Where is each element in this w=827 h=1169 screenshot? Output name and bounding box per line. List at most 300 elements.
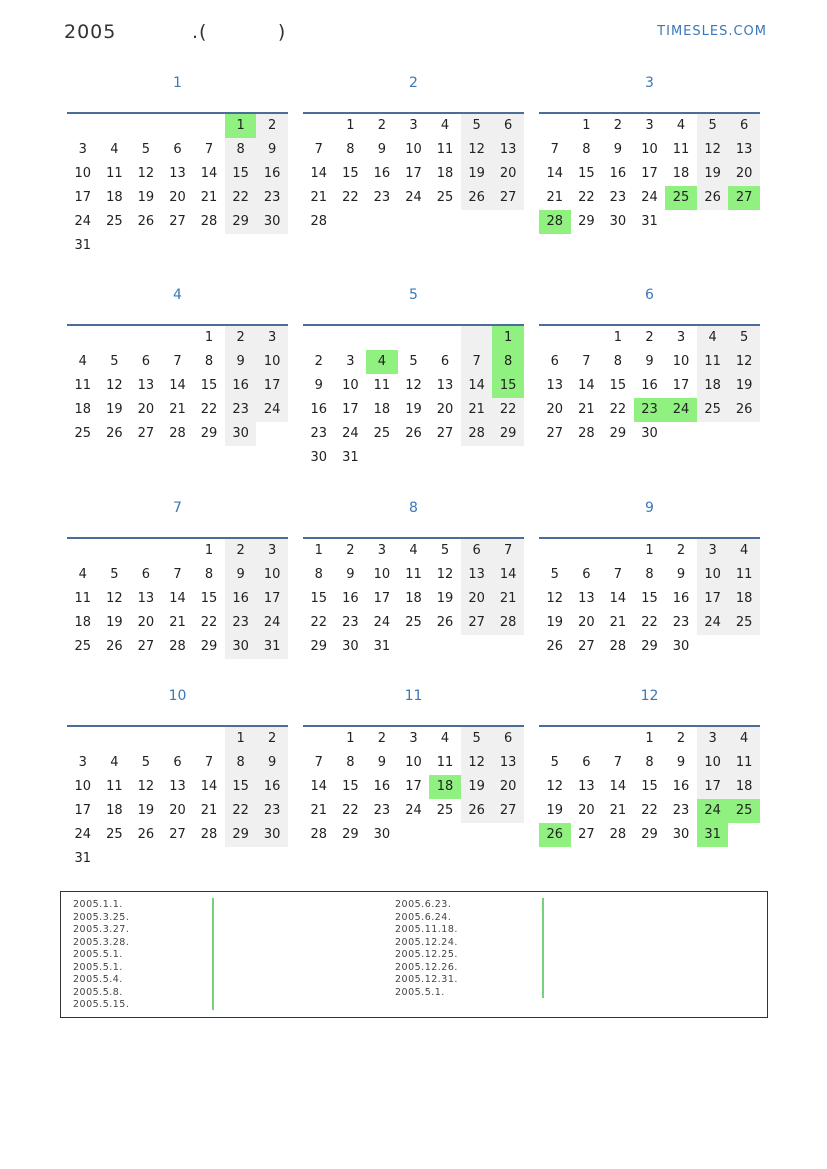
day-cell: 15 (342, 779, 359, 794)
day-cell: 27 (578, 639, 595, 654)
day-cell: 19 (461, 162, 493, 186)
empty-cell (130, 234, 162, 258)
day-cell: 23 (225, 398, 257, 422)
day-cell: 31 (74, 851, 92, 866)
legend-date: 2005.12.24. (395, 936, 458, 948)
day-cell: 9 (225, 350, 257, 374)
day-cell: 25 (436, 190, 454, 205)
legend-date: 2005.5.4. (73, 974, 123, 985)
day-cell: 30 (225, 422, 257, 446)
day-cell: 26 (436, 615, 454, 630)
day-cell: 4 (78, 567, 87, 582)
day-cell: 15 (492, 374, 524, 398)
empty-cell (602, 727, 634, 751)
month-title: 7 (173, 500, 182, 516)
legend-date: 2005.5.15. (73, 999, 130, 1010)
day-cell: 18 (728, 775, 760, 799)
day-cell: 10 (405, 755, 422, 770)
empty-cell (366, 210, 398, 234)
day-cell: 16 (609, 166, 627, 181)
day-cell: 24 (256, 611, 288, 635)
empty-cell (99, 847, 131, 871)
day-cell: 3 (78, 755, 87, 770)
day-cell: 25 (665, 186, 697, 210)
day-cell: 19 (137, 803, 155, 818)
day-cell: 27 (137, 639, 155, 654)
day-cell: 27 (492, 799, 524, 823)
day-cell: 31 (342, 450, 359, 465)
empty-cell (130, 114, 162, 138)
day-cell: 15 (641, 779, 658, 794)
day-cell: 25 (373, 426, 391, 441)
day-cell: 7 (613, 755, 623, 770)
day-cell: 2 (676, 543, 686, 558)
day-cell: 1 (645, 731, 654, 746)
day-cell: 6 (582, 755, 591, 770)
page-header (0, 0, 827, 60)
day-cell: 5 (728, 326, 760, 350)
day-cell: 5 (409, 354, 418, 369)
day-cell: 20 (492, 162, 524, 186)
day-cell: 25 (106, 827, 123, 842)
day-cell: 18 (672, 166, 690, 181)
month-title: 3 (645, 75, 654, 91)
day-cell: 5 (697, 114, 729, 138)
day-cell: 24 (74, 214, 92, 229)
empty-cell (539, 326, 571, 350)
day-cell: 5 (461, 114, 493, 138)
day-cell: 1 (225, 727, 257, 751)
day-cell: 10 (697, 563, 729, 587)
day-cell: 21 (169, 402, 186, 417)
day-cell: 15 (578, 166, 595, 181)
day-cell: 10 (256, 350, 288, 374)
day-cell: 2 (613, 118, 623, 133)
day-cell: 2 (377, 118, 387, 133)
empty-cell (162, 539, 194, 563)
month-grid (303, 727, 524, 847)
month-grid (303, 326, 524, 470)
empty-cell (162, 326, 194, 350)
day-cell: 27 (728, 186, 760, 210)
day-cell: 25 (106, 214, 123, 229)
empty-cell (398, 446, 430, 470)
day-cell: 18 (106, 803, 123, 818)
day-cell: 20 (728, 162, 760, 186)
day-cell: 14 (310, 166, 328, 181)
legend-date: 2005.3.27. (73, 924, 130, 935)
day-cell: 4 (366, 350, 398, 374)
day-cell: 3 (256, 539, 288, 563)
day-cell: 14 (609, 591, 627, 606)
day-cell: 13 (461, 563, 493, 587)
day-cell: 13 (436, 378, 454, 393)
day-cell: 28 (310, 827, 328, 842)
day-cell: 15 (200, 591, 218, 606)
day-cell: 17 (697, 775, 729, 799)
day-cell: 12 (546, 779, 564, 794)
day-cell: 28 (539, 210, 571, 234)
day-cell: 27 (546, 426, 564, 441)
day-cell: 26 (461, 799, 493, 823)
empty-cell (130, 326, 162, 350)
day-cell: 17 (342, 402, 359, 417)
empty-cell (193, 727, 225, 751)
day-cell: 7 (204, 142, 214, 157)
day-cell: 21 (461, 398, 493, 422)
day-cell: 4 (409, 543, 418, 558)
empty-cell (99, 114, 131, 138)
day-cell: 30 (609, 214, 627, 229)
day-cell: 13 (578, 591, 595, 606)
day-cell: 19 (697, 162, 729, 186)
day-cell: 17 (405, 166, 422, 181)
day-cell: 7 (582, 354, 591, 369)
empty-cell (398, 823, 430, 847)
day-cell: 12 (137, 779, 155, 794)
day-cell: 1 (582, 118, 591, 133)
day-cell: 3 (377, 543, 387, 558)
day-cell: 20 (436, 402, 454, 417)
legend-date: 2005.6.24. (395, 911, 452, 923)
day-cell: 5 (110, 567, 119, 582)
day-cell: 17 (74, 190, 92, 205)
day-cell: 20 (137, 402, 155, 417)
day-cell: 5 (110, 354, 119, 369)
day-cell: 28 (200, 827, 218, 842)
day-cell: 3 (409, 731, 418, 746)
day-cell: 19 (728, 374, 760, 398)
month-title: 11 (404, 688, 423, 704)
day-cell: 2 (314, 354, 323, 369)
legend-date: 2005.5.1. (395, 986, 445, 998)
empty-cell (99, 326, 131, 350)
day-cell: 19 (546, 615, 564, 630)
day-cell: 1 (314, 543, 323, 558)
month-grid (67, 727, 288, 871)
day-cell: 16 (225, 587, 257, 611)
empty-cell (67, 727, 99, 751)
day-cell: 16 (256, 162, 288, 186)
empty-cell (303, 114, 335, 138)
day-cell: 20 (546, 402, 564, 417)
day-cell: 14 (578, 378, 595, 393)
day-cell: 23 (310, 426, 328, 441)
day-cell: 6 (141, 354, 151, 369)
day-cell: 16 (373, 779, 391, 794)
empty-cell (130, 539, 162, 563)
day-cell: 11 (74, 591, 92, 606)
day-cell: 24 (641, 190, 658, 205)
day-cell: 29 (200, 639, 218, 654)
day-cell: 9 (346, 567, 355, 582)
day-cell: 17 (256, 587, 288, 611)
day-cell: 2 (645, 330, 654, 345)
day-cell: 3 (697, 539, 729, 563)
day-cell: 25 (405, 615, 422, 630)
day-cell: 9 (225, 563, 257, 587)
day-cell: 1 (346, 731, 355, 746)
day-cell: 7 (173, 567, 182, 582)
day-cell: 22 (225, 799, 257, 823)
day-cell: 28 (310, 214, 328, 229)
day-cell: 21 (578, 402, 595, 417)
day-cell: 1 (645, 543, 654, 558)
day-cell: 10 (373, 567, 391, 582)
day-cell: 28 (492, 611, 524, 635)
day-cell: 14 (546, 166, 564, 181)
day-cell: 3 (645, 118, 654, 133)
day-cell: 29 (641, 827, 658, 842)
day-cell: 26 (137, 214, 155, 229)
day-cell: 7 (550, 142, 559, 157)
day-cell: 22 (310, 615, 328, 630)
empty-cell (492, 823, 524, 847)
day-cell: 2 (676, 731, 686, 746)
month-title: 6 (645, 287, 654, 303)
day-cell: 29 (609, 426, 627, 441)
day-cell: 11 (672, 142, 690, 157)
day-cell: 22 (641, 615, 658, 630)
day-cell: 11 (728, 563, 760, 587)
month-grid (539, 727, 760, 847)
day-cell: 3 (409, 118, 418, 133)
day-cell: 10 (641, 142, 658, 157)
day-cell: 27 (137, 426, 155, 441)
day-cell: 8 (645, 567, 654, 582)
day-cell: 14 (461, 374, 493, 398)
day-cell: 4 (440, 731, 450, 746)
day-cell: 21 (546, 190, 564, 205)
day-cell: 10 (342, 378, 359, 393)
month-grid (67, 114, 288, 258)
day-cell: 3 (346, 354, 355, 369)
day-cell: 8 (346, 755, 355, 770)
empty-cell (193, 114, 225, 138)
day-cell: 1 (613, 330, 623, 345)
day-cell: 9 (645, 354, 654, 369)
day-cell: 11 (405, 567, 422, 582)
empty-cell (366, 446, 398, 470)
day-cell: 21 (609, 803, 627, 818)
day-cell: 23 (373, 803, 391, 818)
day-cell: 29 (492, 422, 524, 446)
day-cell: 22 (609, 402, 627, 417)
empty-cell (539, 114, 571, 138)
day-cell: 5 (461, 727, 493, 751)
site-logo[interactable]: TIMESLES.COM (657, 24, 767, 39)
day-cell: 23 (672, 803, 690, 818)
day-cell: 9 (676, 567, 686, 582)
empty-cell (461, 210, 493, 234)
day-cell: 31 (256, 635, 288, 659)
day-cell: 6 (492, 727, 524, 751)
day-cell: 25 (74, 639, 92, 654)
day-cell: 15 (641, 591, 658, 606)
day-cell: 8 (582, 142, 591, 157)
empty-cell (697, 210, 729, 234)
legend-column-right (395, 899, 458, 999)
legend-date: 2005.5.1. (73, 961, 123, 973)
day-cell: 17 (672, 378, 690, 393)
day-cell: 6 (440, 354, 450, 369)
day-cell: 10 (672, 354, 690, 369)
day-cell: 23 (256, 186, 288, 210)
day-cell: 29 (342, 827, 359, 842)
empty-cell (492, 210, 524, 234)
day-cell: 2 (225, 326, 257, 350)
day-cell: 4 (697, 326, 729, 350)
day-cell: 11 (106, 779, 123, 794)
empty-cell (728, 635, 760, 659)
day-cell: 11 (106, 166, 123, 181)
day-cell: 25 (728, 611, 760, 635)
day-cell: 16 (672, 779, 690, 794)
month-title: 1 (173, 75, 182, 91)
day-cell: 8 (613, 354, 623, 369)
day-cell: 28 (200, 214, 218, 229)
day-cell: 14 (310, 779, 328, 794)
day-cell: 13 (546, 378, 564, 393)
day-cell: 7 (314, 755, 323, 770)
legend-date: 2005.3.25. (73, 911, 130, 923)
day-cell: 9 (377, 142, 387, 157)
day-cell: 17 (74, 803, 92, 818)
legend-date: 2005.5.1. (73, 949, 123, 960)
day-cell: 1 (204, 543, 214, 558)
day-cell: 26 (539, 823, 571, 847)
empty-cell (225, 847, 257, 871)
empty-cell (130, 727, 162, 751)
month-grid (539, 539, 760, 659)
day-cell: 23 (672, 615, 690, 630)
day-cell: 30 (256, 210, 288, 234)
empty-cell (99, 727, 131, 751)
empty-cell (697, 635, 729, 659)
day-cell: 22 (342, 803, 359, 818)
day-cell: 14 (169, 591, 186, 606)
day-cell: 28 (169, 639, 186, 654)
day-cell: 12 (405, 378, 422, 393)
day-cell: 19 (106, 402, 123, 417)
day-cell: 16 (641, 378, 658, 393)
day-cell: 13 (169, 166, 186, 181)
page-title-year: 2005 (64, 21, 117, 43)
day-cell: 24 (256, 398, 288, 422)
day-cell: 26 (697, 186, 729, 210)
empty-cell (303, 326, 335, 350)
empty-cell (99, 539, 131, 563)
day-cell: 15 (225, 162, 257, 186)
day-cell: 23 (256, 799, 288, 823)
day-cell: 5 (550, 755, 559, 770)
day-cell: 11 (697, 350, 729, 374)
month-grid (303, 539, 524, 659)
day-cell: 13 (492, 751, 524, 775)
empty-cell (193, 234, 225, 258)
day-cell: 10 (74, 779, 92, 794)
day-cell: 5 (141, 142, 151, 157)
empty-cell (728, 823, 760, 847)
empty-cell (571, 727, 603, 751)
day-cell: 4 (440, 118, 450, 133)
day-cell: 15 (609, 378, 627, 393)
day-cell: 8 (204, 354, 214, 369)
empty-cell (492, 635, 524, 659)
day-cell: 4 (728, 539, 760, 563)
empty-cell (67, 114, 99, 138)
day-cell: 18 (728, 587, 760, 611)
day-cell: 12 (728, 350, 760, 374)
day-cell: 7 (492, 539, 524, 563)
month-title: 5 (409, 287, 418, 303)
day-cell: 20 (578, 615, 595, 630)
day-cell: 13 (169, 779, 186, 794)
day-cell: 12 (137, 166, 155, 181)
day-cell: 10 (256, 563, 288, 587)
empty-cell (429, 823, 461, 847)
empty-cell (303, 727, 335, 751)
day-cell: 20 (169, 803, 186, 818)
day-cell: 11 (373, 378, 391, 393)
empty-cell (162, 727, 194, 751)
day-cell: 29 (225, 823, 257, 847)
day-cell: 17 (405, 779, 422, 794)
day-cell: 4 (110, 755, 119, 770)
day-cell: 6 (492, 114, 524, 138)
day-cell: 27 (436, 426, 454, 441)
day-cell: 9 (256, 138, 288, 162)
empty-cell (67, 326, 99, 350)
legend-date: 2005.3.28. (73, 936, 130, 948)
day-cell: 9 (613, 142, 623, 157)
day-cell: 16 (342, 591, 359, 606)
empty-cell (728, 210, 760, 234)
day-cell: 6 (461, 539, 493, 563)
empty-cell (99, 234, 131, 258)
empty-cell (602, 539, 634, 563)
day-cell: 24 (665, 398, 697, 422)
day-cell: 24 (405, 803, 422, 818)
empty-cell (366, 326, 398, 350)
day-cell: 5 (141, 755, 151, 770)
day-cell: 15 (342, 166, 359, 181)
day-cell: 17 (697, 587, 729, 611)
day-cell: 10 (405, 142, 422, 157)
day-cell: 14 (169, 378, 186, 393)
day-cell: 28 (169, 426, 186, 441)
day-cell: 19 (106, 615, 123, 630)
empty-cell (571, 539, 603, 563)
day-cell: 31 (697, 823, 729, 847)
day-cell: 18 (373, 402, 391, 417)
day-cell: 9 (377, 755, 387, 770)
day-cell: 26 (546, 639, 564, 654)
day-cell: 20 (578, 803, 595, 818)
day-cell: 31 (74, 238, 92, 253)
month-grid (303, 114, 524, 234)
day-cell: 17 (373, 591, 391, 606)
empty-cell (461, 823, 493, 847)
day-cell: 26 (728, 398, 760, 422)
day-cell: 30 (672, 639, 690, 654)
legend-date: 2005.12.26. (395, 961, 458, 973)
empty-cell (193, 847, 225, 871)
day-cell: 24 (342, 426, 359, 441)
day-cell: 21 (200, 803, 218, 818)
empty-cell (429, 635, 461, 659)
empty-cell (398, 635, 430, 659)
